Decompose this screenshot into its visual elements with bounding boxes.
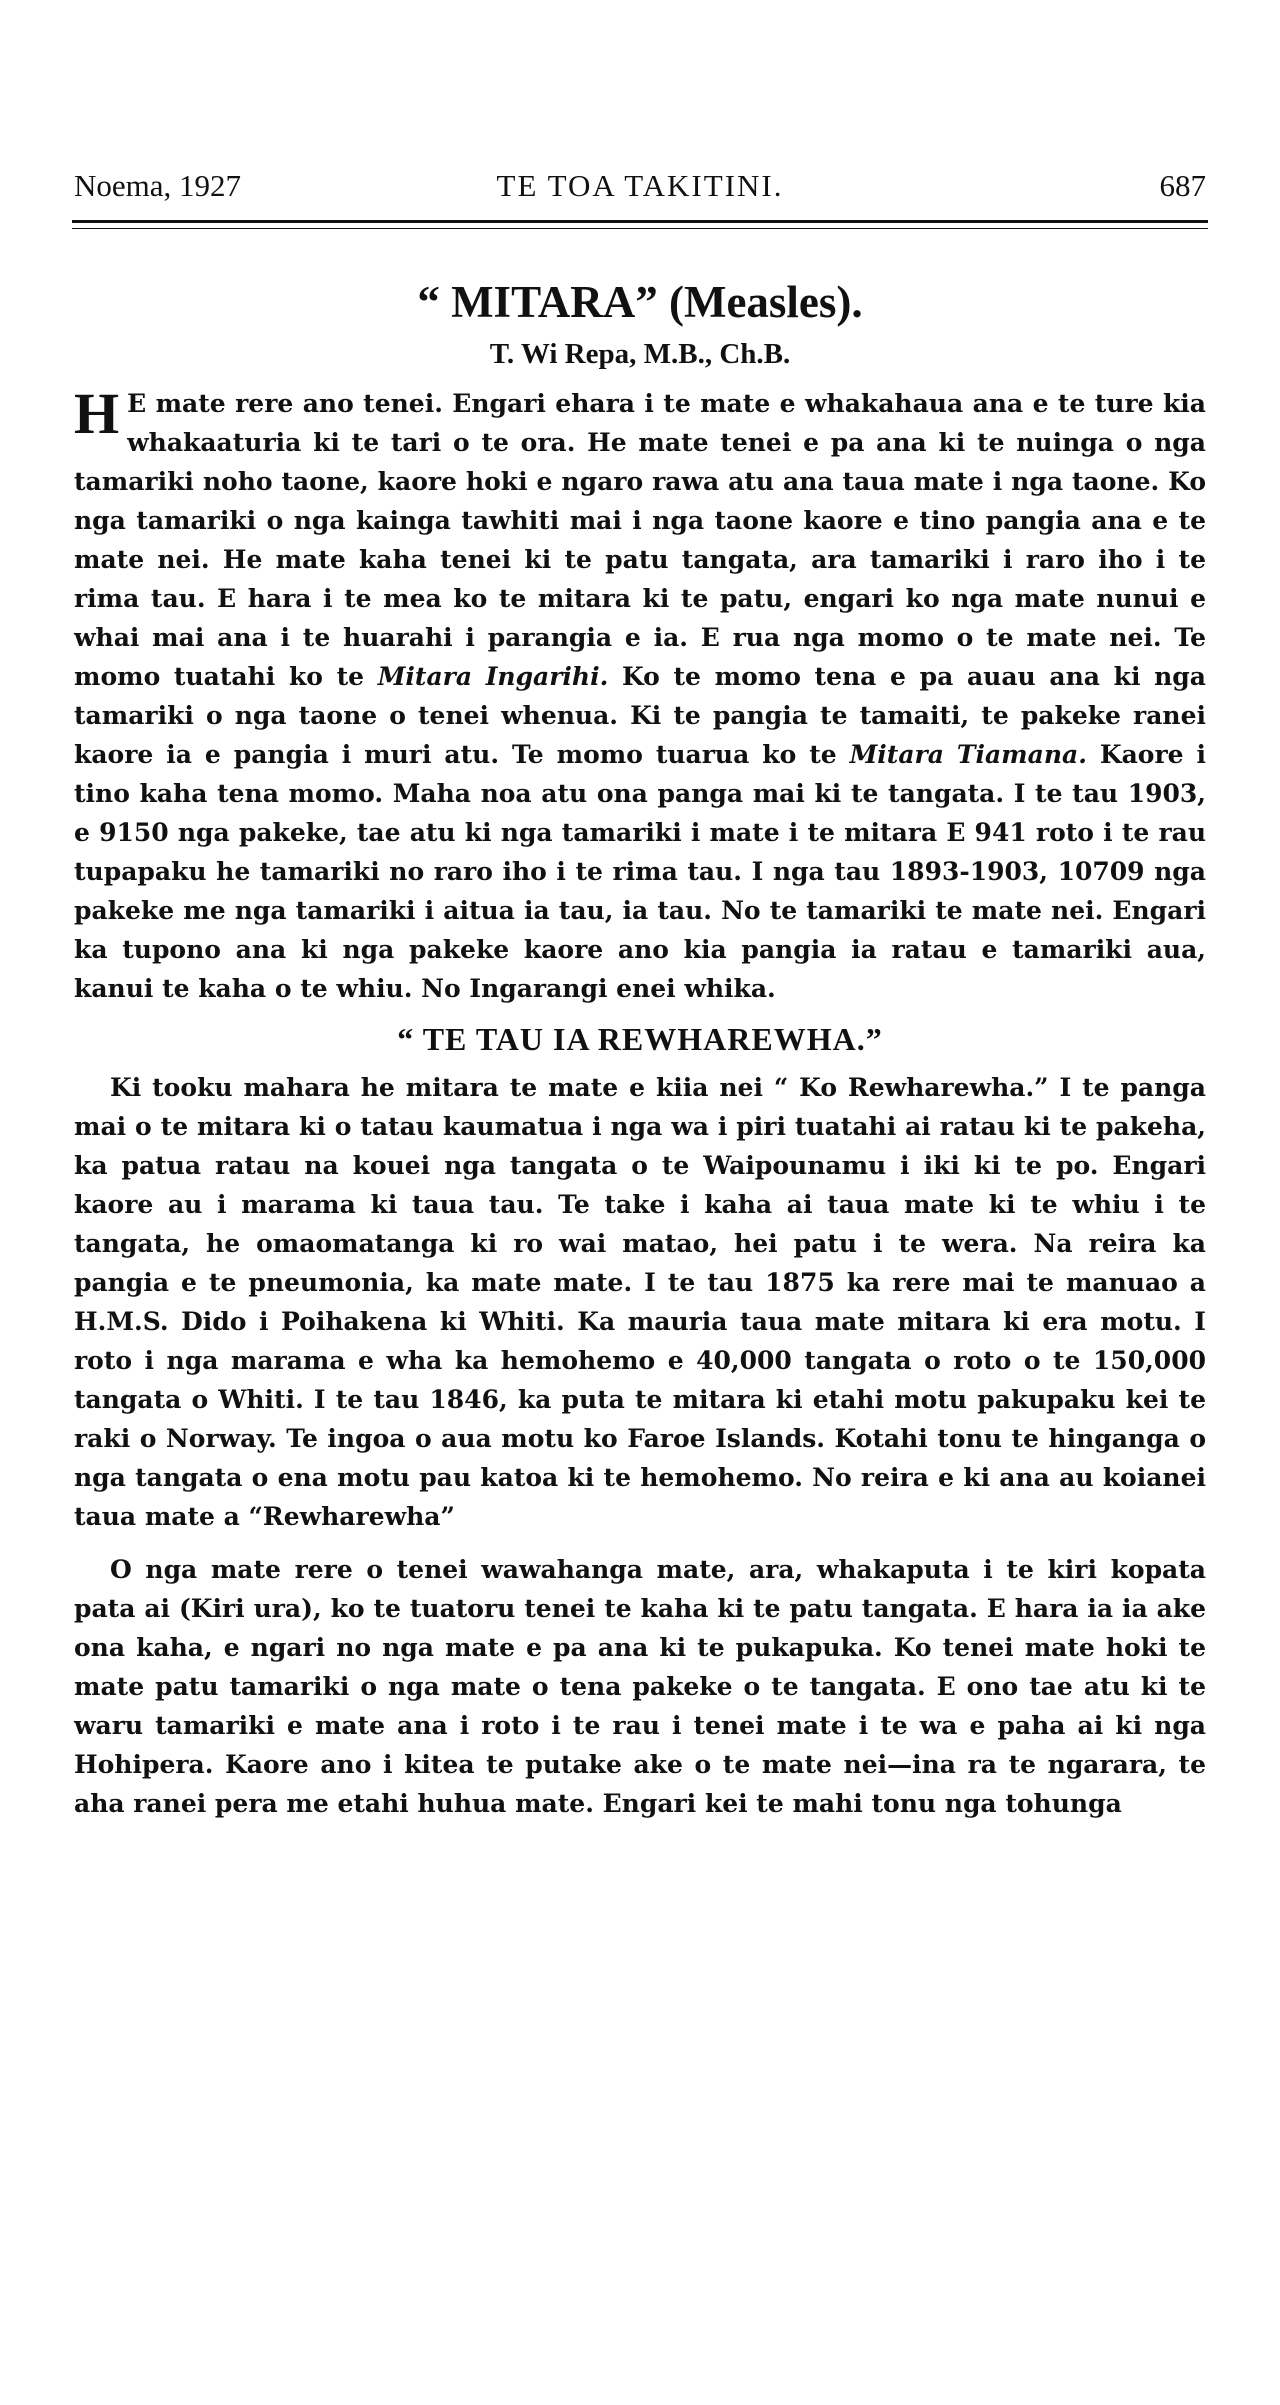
intro-text-1: E mate rere ano tenei. Engari ehara i te mate e whakahaua ana e te ture kia whakaaturia ki te tari o te ora. He mate tenei e pa ana ki te nuinga o nga tamariki noho taone, kaore hoki e ngaro rawa atu ana taua mate i nga taone. Ko nga tamariki o nga kainga tawhiti mai i nga taone kaore e tino pangia ana e te mate nei. He mate kaha tenei ki te patu tangata, ara tamariki i raro iho i te rima tau. E hara i te mea ko te mitara ki te patu, engari ko nga mate nunui e whai mai ana i te huarahi i parangia e ia. E rua nga momo o te mate nei. Te momo tuatahi ko te [74,389,1206,691]
drop-cap: H [74,381,120,446]
header-rule-thin [72,228,1208,229]
article-body [74,272,1206,1823]
paragraph-spacer [74,1536,1206,1550]
article-author: T. Wi Repa, M.B., Ch.B. [489,338,791,370]
article-title: “ MITARA” (Measles). [417,277,863,327]
paragraph-kiri-ura: O nga mate rere o tenei wawahanga mate, ara, whakaputa i te kiri kopata pata ai (Kiri ura), ko te tuatoru tenei te kaha ki te patu tangata. E hara ia ia ake ona kaha, e ngari no nga mate e pa ana ki te pukapuka. Ko tenei mate hoki te mate patu tamariki o nga mate o tena pakeke o te tangata. E ono tae atu ki te waru tamariki e mate ana i roto i te rau i tenei mate i te wa e paha ai ki nga Hohipera. Kaore ano i kitea te putake ake o te mate nei—ina ra te ngarara, te aha ranei pera me etahi huhua mate. Engari kei te mahi tonu nga tohunga [74,1555,1206,1818]
intro-italic-2: Mitara Tiamana. [849,740,1087,769]
intro-paragraph [74,381,1206,1008]
intro-text-3: Kaore i tino kaha tena momo. Maha noa atu ona panga mai ki te tangata. I te tau 1903, e 9150 nga pakeke, tae atu ki nga tamariki i mate i te mitara E 941 roto i te rau tupapaku he tamariki no raro iho i te rima tau. I nga tau 1893-1903, 10709 nga pakeke me nga tamariki i aitua ia tau, ia tau. No te tamariki te mate nei. Engari ka tupono ana ki nga pakeke kaore ano kia pangia ia ratau e tamariki aua, kanui te kaha o te whiu. No Ingarangi enei whika. [74,740,1206,1003]
header-rule-thick [72,220,1208,223]
header-publication: TE TOA TAKITINI. [496,168,784,203]
intro-italic-1: Mitara Ingarihi. [377,662,609,691]
running-head [74,168,1206,208]
intro-text-2: Ko te momo tena e pa auau ana ki nga tamariki o nga taone o tenei whenua. Ki te pangia te tamaiti, te pakeke ranei kaore ia e pangia i muri atu. Te momo tuarua ko te [74,662,1206,769]
subheading: “ TE TAU IA REWHAREWHA.” [397,1021,883,1057]
header-date: Noema, 1927 [74,168,242,203]
header-page-number: 687 [1159,168,1206,203]
paragraph-rewharewha: Ki tooku mahara he mitara te mate e kiia nei “ Ko Rewharewha.” I te panga mai o te mitara ki o tatau kaumatua i nga wa i piri tuatahi ai ratau ki te pakeha, ka patua ratau na kouei nga tangata o te Waipounamu i iki ki te po. Engari kaore au i marama ki taua tau. Te take i kaha ai taua mate ki te whiu i te tangata, he omaomatanga ki ro wai matao, hei patu i te wera. Na reira ka pangia e te pneumonia, ka mate mate. I te tau 1875 ka rere mai te manuao a H.M.S. Dido i Poihakena ki Whiti. Ka mauria taua mate mitara ki era motu. I roto i nga marama e wha ka hemohemo e 40,000 tangata o roto o te 150,000 tangata o Whiti. I te tau 1846, ka puta te mitara ki etahi motu pakupaku kei te raki o Norway. Te ingoa o aua motu ko Faroe Islands. Kotahi tonu te hinganga o nga tangata o ena motu pau katoa ki te hemohemo. No reira e ki ana au koianei taua mate a “Rewharewha” [74,1073,1206,1531]
